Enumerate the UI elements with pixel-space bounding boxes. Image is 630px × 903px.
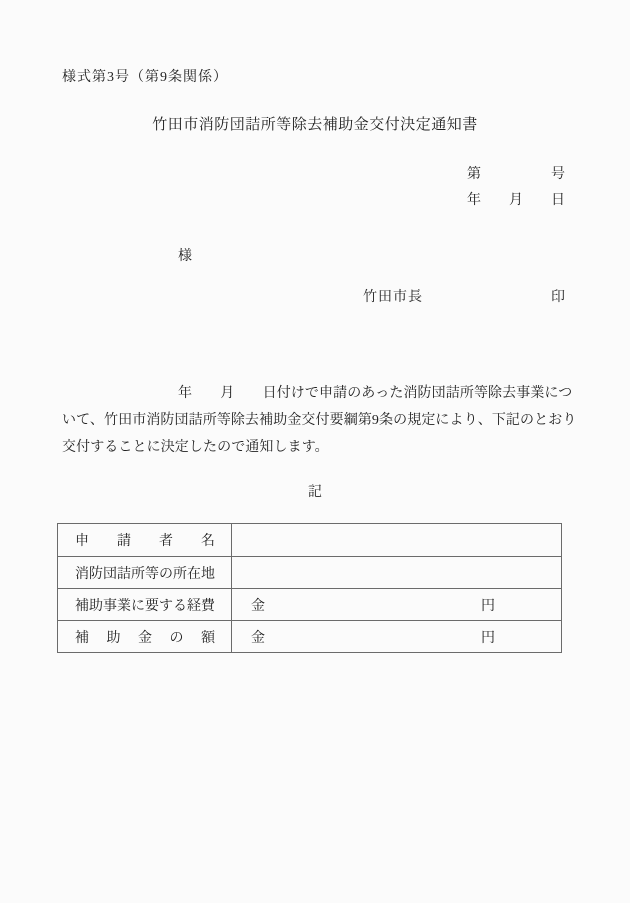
document-title: 竹田市消防団詰所等除去補助金交付決定通知書: [152, 117, 478, 133]
table-row-station-location: [58, 556, 561, 588]
project-cost-currency-prefix: 金: [251, 598, 265, 614]
sender-row: [0, 286, 630, 304]
project-cost-currency-suffix: 円: [481, 598, 495, 614]
grant-table: [57, 523, 562, 653]
recipient-honorific: 様: [178, 249, 192, 264]
subsidy-amount-currency-prefix: 金: [251, 630, 265, 646]
station-location-label: 消防団詰所等の所在地: [75, 566, 215, 582]
subsidy-amount-label-cell: [58, 621, 232, 652]
station-location-value-cell: [232, 557, 561, 588]
body-line-3: 交付することに決定したので通知します。: [62, 440, 329, 455]
body-line-1: 年 月 日付けで申請のあった消防団詰所等除去事業につ: [178, 386, 573, 401]
project-cost-label: 補助事業に要する経費: [75, 598, 215, 614]
project-cost-value-cell: [232, 589, 561, 620]
table-row-project-cost: [58, 588, 561, 620]
issue-date-line: 年 月 日: [467, 193, 565, 208]
body-line-2: いて、竹田市消防団詰所等除去補助金交付要綱第9条の規定により、下記のとおり: [62, 413, 577, 428]
form-number: 様式第3号（第9条関係）: [62, 70, 228, 85]
applicant-name-label-cell: [58, 524, 232, 556]
record-marker: 記: [308, 485, 322, 500]
document-number-line: 第 号: [467, 167, 565, 182]
station-location-label-cell: [58, 557, 232, 588]
table-row-applicant-name: [58, 524, 561, 556]
table-row-subsidy-amount: [58, 620, 561, 652]
sender-name: 竹田市長: [363, 290, 423, 305]
subsidy-amount-label: 補助金の額: [75, 630, 215, 646]
subsidy-amount-currency-suffix: 円: [481, 630, 495, 646]
applicant-name-value-cell: [232, 524, 561, 556]
subsidy-amount-value-cell: [232, 621, 561, 652]
project-cost-label-cell: [58, 589, 232, 620]
body-paragraph: [62, 380, 577, 461]
seal-mark: 印: [551, 290, 565, 305]
applicant-name-label: 申請者名: [75, 534, 215, 549]
